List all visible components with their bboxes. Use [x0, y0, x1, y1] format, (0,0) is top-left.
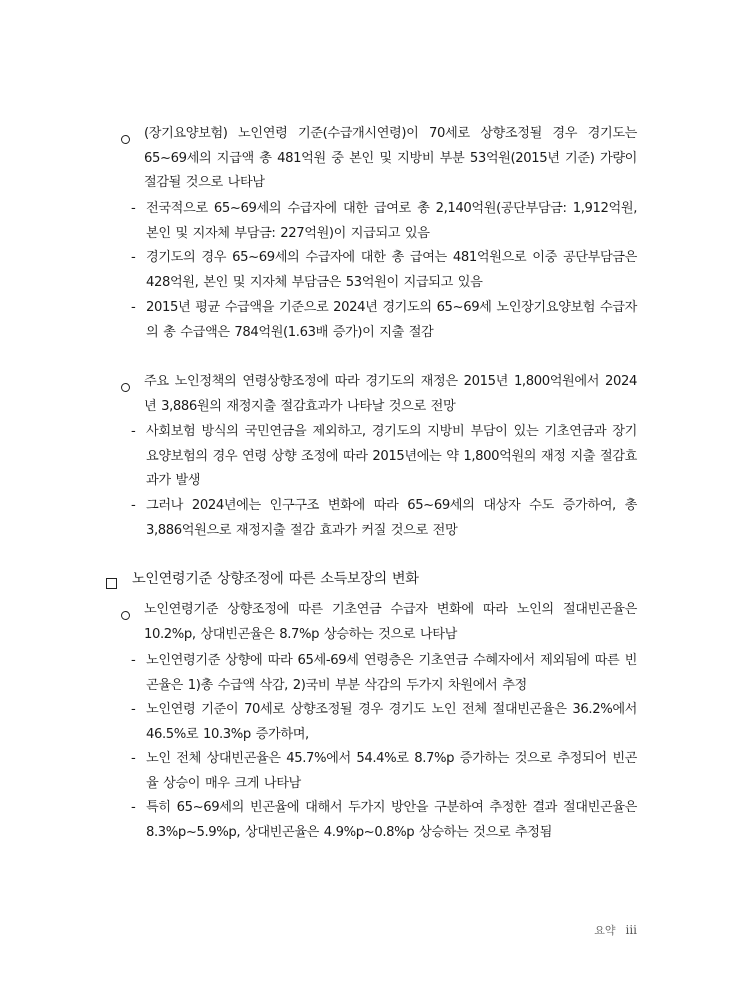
- bullet-fiscal-effect: [121, 370, 637, 419]
- bullet-text: 주요 노인정책의 연령상향조정에 따라 경기도의 재정은 2015년 1,800억원에서 2024년 3,886원의 재정지출 절감효과가 나타날 것으로 전망: [144, 374, 637, 414]
- square-bullet-icon: [106, 578, 117, 589]
- circle-bullet-icon: [121, 383, 130, 392]
- sub-item: - 전국적으로 65~69세의 수급자에 대한 급여로 총 2,140억원(공단부담금: 1,912억원, 본인 및 지자체 부담금: 227억원)이 지급되고 있음: [131, 197, 637, 246]
- bullet-ltc-savings: [121, 122, 637, 196]
- sub-item-text: 전국적으로 65~69세의 수급자에 대한 급여로 총 2,140억원(공단부담금: 1,912억원, 본인 및 지자체 부담금: 227억원)이 지급되고 있음: [146, 201, 637, 241]
- sub-item: - 그러나 2024년에는 인구구조 변화에 따라 65~69세의 대상자 수도 증가하여, 총 3,886억원으로 재정지출 절감 효과가 커질 것으로 전망: [131, 494, 637, 543]
- sub-item-text: 경기도의 경우 65~69세의 수급자에 대한 총 급여는 481억원으로 이중 공단부담금은 428억원, 본인 및 지자체 부담금은 53억원이 지급되고 있음: [146, 250, 637, 290]
- circle-bullet-icon: [121, 611, 130, 620]
- sub-item-text: 특히 65~69세의 빈곤율에 대해서 두가지 방안을 구분하여 추정한 결과 절대빈곤율은 8.3%p~5.9%p, 상대빈곤율은 4.9%p~0.8%p 상승하는 것으로 추정됨: [146, 800, 637, 840]
- section-heading: [106, 567, 636, 592]
- bullet-poverty-rate: [121, 598, 637, 647]
- section-heading-text: 노인연령기준 상향조정에 따른 소득보장의 변화: [132, 571, 419, 587]
- sub-item-text: 그러나 2024년에는 인구구조 변화에 따라 65~69세의 대상자 수도 증가하여, 총 3,886억원으로 재정지출 절감 효과가 커질 것으로 전망: [146, 498, 637, 538]
- sub-item: - 노인 전체 상대빈곤율은 45.7%에서 54.4%로 8.7%p 증가하는 것으로 추정되어 빈곤율 상승이 매우 크게 나타남: [131, 747, 637, 796]
- sub-item: - 2015년 평균 수급액을 기준으로 2024년 경기도의 65~69세 노인장기요양보험 수급자의 총 수급액은 784억원(1.63배 증가)이 지출 절감: [131, 296, 637, 345]
- sub-item: - 경기도의 경우 65~69세의 수급자에 대한 총 급여는 481억원으로 이중 공단부담금은 428억원, 본인 및 지자체 부담금은 53억원이 지급되고 있음: [131, 246, 637, 295]
- sub-item-text: 노인 전체 상대빈곤율은 45.7%에서 54.4%로 8.7%p 증가하는 것으로 추정되어 빈곤율 상승이 매우 크게 나타남: [146, 751, 637, 791]
- circle-bullet-icon: [121, 135, 130, 144]
- sub-item-text: 노인연령 기준이 70세로 상향조정될 경우 경기도 노인 전체 절대빈곤율은 36.2%에서 46.5%로 10.3%p 증가하며,: [146, 702, 637, 742]
- footer-label: 요약: [594, 924, 616, 937]
- sub-item: - 사회보험 방식의 국민연금을 제외하고, 경기도의 지방비 부담이 있는 기초연금과 장기요양보험의 경우 연령 상향 조정에 따라 2015년에는 약 1,800억원의 재정 지출 절감효과가 발생: [131, 420, 637, 494]
- sub-item-text: 노인연령기준 상향에 따라 65세-69세 연령층은 기초연금 수혜자에서 제외됨에 따른 빈곤율은 1)총 수급액 삭감, 2)국비 부분 삭감의 두가지 차원에서 추정: [146, 653, 637, 693]
- page-number: iii: [625, 923, 637, 937]
- sub-item: - 노인연령 기준이 70세로 상향조정될 경우 경기도 노인 전체 절대빈곤율은 36.2%에서 46.5%로 10.3%p 증가하며,: [131, 698, 637, 747]
- sub-item-text: 사회보험 방식의 국민연금을 제외하고, 경기도의 지방비 부담이 있는 기초연금과 장기요양보험의 경우 연령 상향 조정에 따라 2015년에는 약 1,800억원의 재정 지출 절감효과가 발생: [146, 424, 637, 488]
- bullet-text: 노인연령기준 상향조정에 따른 기초연금 수급자 변화에 따라 노인의 절대빈곤율은 10.2%p, 상대빈곤율은 8.7%p 상승하는 것으로 나타남: [144, 602, 637, 642]
- bullet-text: (장기요양보험) 노인연령 기준(수급개시연령)이 70세로 상향조정될 경우 경기도는 65~69세의 지급액 총 481억원 중 본인 및 지방비 부분 53억원(2015년 기준) 가량이 절감될 것으로 나타남: [144, 126, 637, 190]
- sub-item: - 특히 65~69세의 빈곤율에 대해서 두가지 방안을 구분하여 추정한 결과 절대빈곤율은 8.3%p~5.9%p, 상대빈곤율은 4.9%p~0.8%p 상승하는 것으로 추정됨: [131, 796, 637, 845]
- sub-item-text: 2015년 평균 수급액을 기준으로 2024년 경기도의 65~69세 노인장기요양보험 수급자의 총 수급액은 784억원(1.63배 증가)이 지출 절감: [146, 300, 637, 340]
- sub-item: - 노인연령기준 상향에 따라 65세-69세 연령층은 기초연금 수혜자에서 제외됨에 따른 빈곤율은 1)총 수급액 삭감, 2)국비 부분 삭감의 두가지 차원에서 추정: [131, 649, 637, 698]
- page-footer: [594, 922, 637, 938]
